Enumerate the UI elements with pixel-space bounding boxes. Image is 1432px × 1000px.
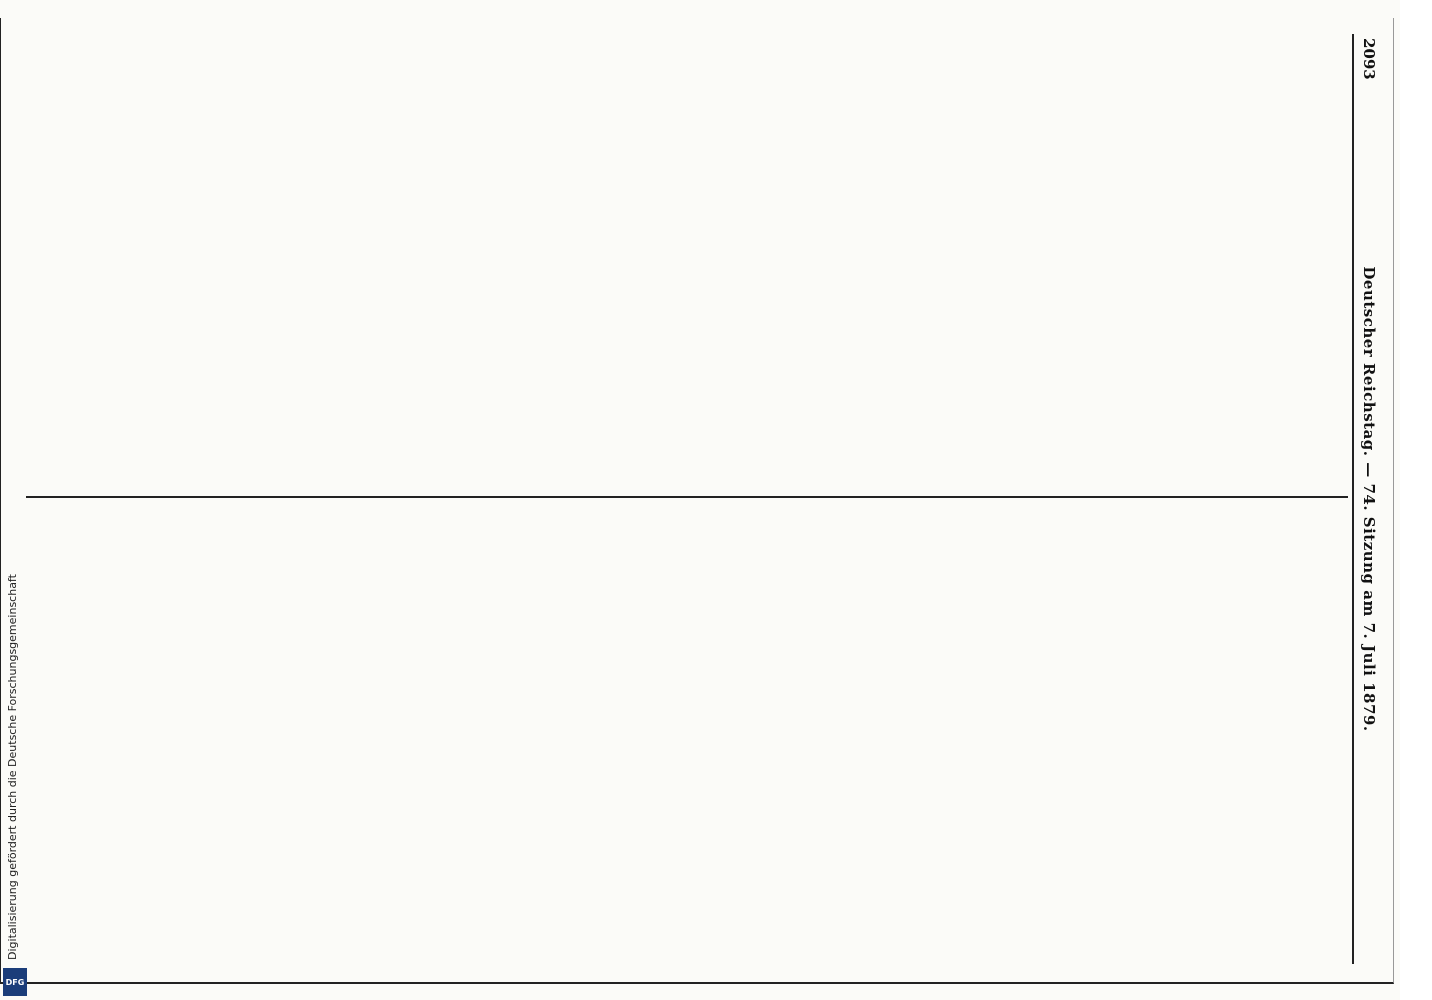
dfg-logo-icon <box>3 968 27 996</box>
digitization-credit <box>0 0 30 1000</box>
page-number: 2093 <box>1360 38 1378 80</box>
credit-text: Digitalisierung gefördert durch die Deutsche Forschungsgemeinschaft <box>6 574 19 960</box>
dfg-logo-text: DFG <box>5 977 25 987</box>
page-header <box>1352 34 1384 964</box>
text-column-left <box>26 38 1346 484</box>
running-head: Deutscher Reichstag. — 74. Sitzung am 7. Juli 1879. <box>1360 266 1378 732</box>
text-column-right <box>26 516 1346 962</box>
column-divider <box>26 496 1348 498</box>
